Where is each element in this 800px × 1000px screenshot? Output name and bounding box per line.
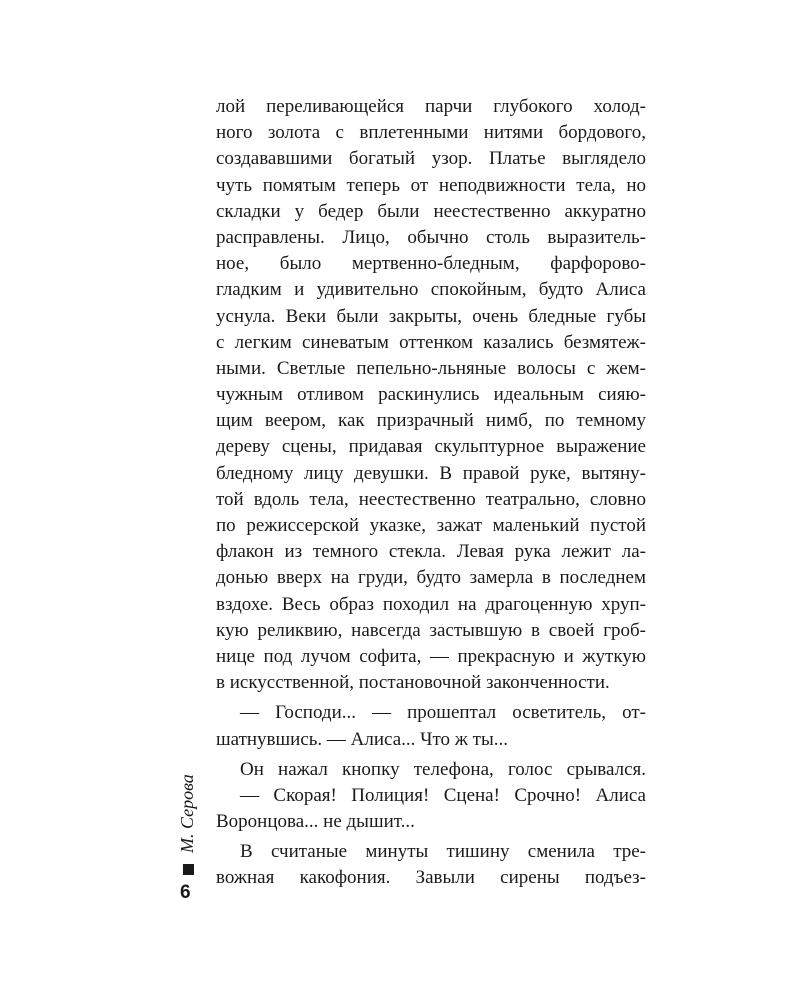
text-line: Воронцова... не дышит... (216, 811, 415, 833)
text-line: нице под лучом софита, — прекрасную и жуткую (216, 645, 646, 667)
text-line: лой переливающейся парчи глубокого холод- (216, 96, 646, 117)
main-text (216, 94, 646, 892)
text-line: по режиссерской указке, зажат маленький пустой (216, 515, 646, 536)
text-line: бледному лицу девушки. В правой руке, вытяну- (216, 462, 646, 484)
text-line: той вдоль тела, неестественно театрально, словно (216, 488, 646, 510)
text-line: донью вверх на груди, будто замерла в последнем (216, 567, 646, 589)
text-line: уснула. Веки были закрыты, очень бледные губы (216, 305, 646, 327)
text-line: дереву сцены, придавая скульптурное выражение (216, 436, 646, 458)
text-line: — Господи... — прошептал осветитель, от- (240, 702, 646, 724)
text-line: с легким синеватым оттенком казались безмятеж- (216, 331, 646, 353)
text-line: В считаные минуты тишину сменила тре- (240, 841, 646, 863)
text-line: складки у бедер были неестественно аккуратно (216, 200, 646, 222)
text-line: гладким и удивительно спокойным, будто Алиса (216, 279, 646, 301)
text-line: вожная какофония. Завыли сирены подъез- (216, 867, 646, 889)
text-line: ного золота с вплетенными нитями бордового, (216, 122, 646, 144)
text-line: расправлены. Лицо, обычно столь выразитель- (216, 226, 646, 248)
text-line: в искусственной, постановочной законченности. (216, 672, 610, 694)
text-line: ными. Светлые пепельно-льняные волосы с жем- (216, 357, 646, 379)
text-line: щим веером, как призрачный нимб, по темному (216, 410, 646, 432)
text-line: — Скорая! Полиция! Сцена! Срочно! Алиса (240, 784, 646, 806)
text-line: кую реликвию, навсегда застывшую в своей гроб- (216, 619, 646, 641)
text-line: чуть помятым теперь от неподвижности тела, но (216, 174, 646, 196)
square-icon (183, 864, 194, 875)
text-line: ное, было мертвенно-бледным, фарфорово- (216, 253, 646, 275)
text-line: вздохе. Весь образ походил на драгоценную хруп- (216, 593, 646, 615)
page-number: 6 (180, 882, 191, 903)
text-line: чужным отливом раскинулись идеальным сияю- (216, 384, 646, 406)
text-line: флакон из темного стекла. Левая рука лежит ла- (216, 541, 646, 563)
author-name: М. Серова (177, 774, 197, 853)
text-line: шатнувшись. — Алиса... Что ж ты... (216, 728, 508, 750)
text-line: Он нажал кнопку телефона, голос срывался. (240, 758, 646, 780)
text-line: создававшими богатый узор. Платье выглядело (216, 148, 646, 170)
